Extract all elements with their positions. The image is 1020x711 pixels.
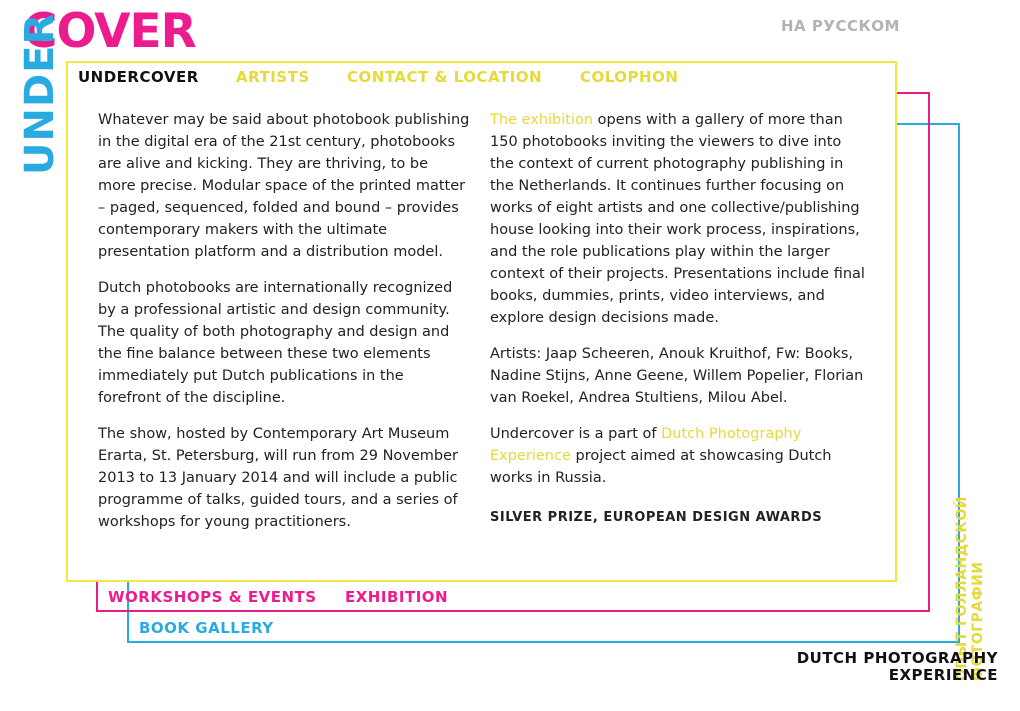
nav-book-gallery[interactable]: BOOK GALLERY [139, 619, 274, 637]
nav-contact-location[interactable]: CONTACT & LOCATION [347, 68, 543, 86]
dpe-russian-text: ОПЫТ ГОЛЛАНДСКОЙ ФОТОГРАФИИ [954, 496, 986, 681]
nav-colophon[interactable]: COLOPHON [580, 68, 679, 86]
content-left-column [98, 109, 470, 547]
nav-undercover[interactable]: UNDERCOVER [78, 68, 199, 86]
project-text-rest: project aimed at showcasing Dutch works in Russia. [490, 448, 832, 486]
logo-under[interactable]: UNDER [17, 12, 63, 175]
dpe-line2: EXPERIENCE [888, 666, 998, 684]
russian-language-link[interactable]: НА РУССКОМ [781, 17, 900, 35]
show-paragraph: The show, hosted by Contemporary Art Museum Erarta, St. Petersburg, will run from 29 November 2013 to 13 January 2014 and will include a public programme of talks, guided tours, and a series of workshops for young practitioners. [98, 426, 459, 530]
project-text-start: Undercover is a part of [490, 426, 662, 442]
exhibition-text: opens with a gallery of more than 150 photobooks inviting the viewers to dive into the context of current photography publishing in the Netherlands. It continues further focusing on works of eight artists and one collective/publishing house looking into their work process, inspirations, and the role publications play within the larger context of their projects. Presentations include final books, dummies, prints, video interviews, and explore design decisions made. [490, 112, 865, 326]
nav-artists[interactable]: ARTISTS [236, 68, 310, 86]
nav-exhibition[interactable]: EXHIBITION [345, 588, 449, 606]
content-right-column [490, 109, 865, 529]
project-paragraph [490, 423, 865, 489]
logo-cover[interactable]: COVER [23, 4, 196, 59]
recognition-paragraph: Dutch photobooks are internationally recognized by a professional artistic and design community. The quality of both photography and design and the fine balance between these two elements immediately put Dutch publications in the forefront of the discipline. [98, 280, 453, 406]
exhibition-paragraph [490, 109, 865, 329]
dpe-logo[interactable] [797, 650, 998, 684]
prize-label: SILVER PRIZE, EUROPEAN DESIGN AWARDS [490, 510, 823, 525]
dpe-link[interactable]: Dutch Photography Experience [490, 426, 802, 464]
intro-paragraph: Whatever may be said about photobook publishing in the digital era of the 21st century, photobooks are alive and kicking. They are thriving, to be more precise. Modular space of the printed matter – paged, sequenced, folded and bound – provides contemporary makers with the ultimate presentation platform and a distribution model. [98, 112, 470, 260]
nav-workshops-events[interactable]: WORKSHOPS & EVENTS [108, 588, 317, 606]
exhibition-link[interactable]: The exhibition [490, 112, 594, 128]
dpe-line1: DUTCH PHOTOGRAPHY [796, 649, 998, 667]
artists-paragraph: Artists: Jaap Scheeren, Anouk Kruithof, Fw: Books, Nadine Stijns, Anne Geene, Willem Popelier, Florian van Roekel, Andrea Stultiens, Milou Abel. [490, 346, 864, 406]
